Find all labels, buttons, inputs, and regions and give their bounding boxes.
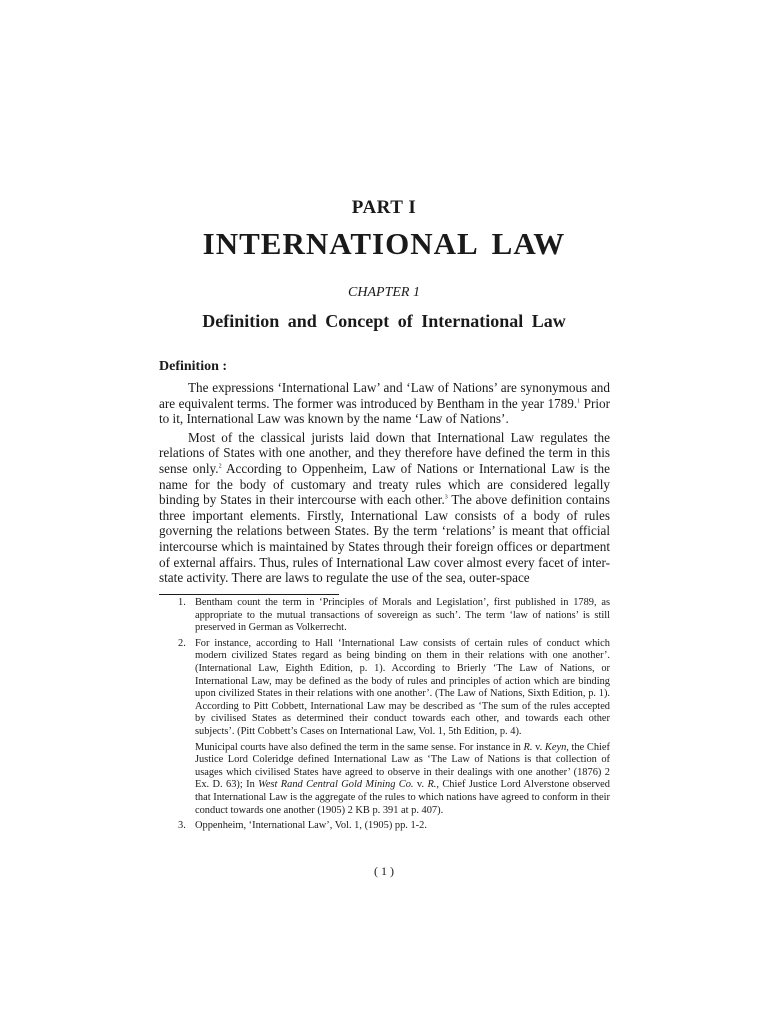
case-name: R. <box>427 779 437 791</box>
section-heading: Definition : <box>159 359 228 374</box>
chapter-title: Definition and Concept of International Law <box>202 311 566 331</box>
footnote-text: For instance, according to Hall ‘International Law consists of certain rules of conduct which modern civilized States regard as being binding on them in their relations with one another’. (International Law, Eighth Edition, p. 1). According to Brierly ‘The Law of Nations, or International Law, may be defined as the body of rules and principles of action which are binding upon civilized States in their relations with one another’. (The Law of Nations, Sixth Edition, p. 1). According to Pitt Cobbett, International Law may be described as ‘The sum of the rules accepted by civilised States as determined their conduct towards each other, and towards each other subjects’. (Pitt Cobbett’s Cases on International Law, Vol. 1, 5th Edition, p. 4). <box>195 637 610 737</box>
footnote-text: Oppenheim, ‘International Law’, Vol. 1, (1905) pp. 1-2. <box>195 820 427 832</box>
paragraph-text: According to Oppenheim, Law of Nations or International Law is the name for the body of customary and treaty rules which are considered legally binding by States in their intercourse with each other. <box>159 460 611 508</box>
paragraph <box>159 380 610 427</box>
footnote-number: 2. <box>178 637 186 649</box>
paragraph-text: The expressions ‘International Law’ and ‘Law of Nations’ are synonymous and are equivalent terms. The former was introduced by Bentham in the year 1789. <box>159 380 610 411</box>
paragraph-text: Prior to it, International Law was known by the name ‘Law of Nations’. <box>159 395 611 427</box>
footnote <box>178 597 610 635</box>
footnote <box>178 820 610 833</box>
footnote-number: 1. <box>178 597 186 608</box>
case-name: Keyn <box>544 741 567 753</box>
footnote-text: , Chief Justice Lord Alverstone observed that International Law is the aggregate of the rules to which nations have agreed to conform in their conduct towards one another (1905) 2 KB p. 391 at p. 407). <box>195 779 610 816</box>
footnote-ref: 2 <box>218 463 222 470</box>
body-text <box>159 380 610 589</box>
footnote-text: Bentham count the term in ‘Principles of Morals and Legislation’, first published in 1789, as appropriate to the mutual transactions of sovereign as such’. The term ‘law of nations’ is still preserved in German as Volkerrecht. <box>195 597 610 634</box>
chapter-label: CHAPTER 1 <box>348 285 420 300</box>
footnote-continuation <box>195 742 610 818</box>
footnote-text: Municipal courts have also defined the term in the same sense. For instance in <box>195 741 524 753</box>
paragraph-text: Most of the classical jurists laid down that International Law regulates the relations of States with one another, and they therefore have defined the term in this sense only. <box>159 429 610 476</box>
footnotes <box>178 597 610 836</box>
paragraph <box>159 430 610 586</box>
footnote-ref: 1 <box>577 398 581 405</box>
footnote-number: 3. <box>178 820 186 832</box>
case-name: West Rand Central Gold Mining Co. <box>258 779 414 791</box>
footnote-text: , the Chief Justice Lord Coleridge defined International Law as ‘The Law of Nations is that collection of usages which civilised States have agreed to observe in their dealings with one another’ (1876) 2 Ex. D. 63); In <box>195 741 610 791</box>
footnote-text: v. <box>532 741 545 753</box>
footnote-ref: 3 <box>444 494 448 501</box>
footnote <box>178 638 610 739</box>
footnote-divider <box>159 594 339 595</box>
footnote-text: v. <box>413 779 428 791</box>
case-name: R. <box>523 741 533 753</box>
part-label: PART I <box>351 197 417 218</box>
paragraph-text: The above definition contains three important elements. Firstly, International Law consists of a body of rules governing the relations between States. By the term ‘relations’ is meant that official intercourse which is maintained by States through their foreign offices or department of external affairs. Thus, rules of International Law cover almost every facet of inter-state activity. There are laws to regulate the use of the sea, outer-space <box>159 492 610 586</box>
main-title: INTERNATIONAL LAW <box>202 226 566 261</box>
page-number: ( 1 ) <box>374 864 394 878</box>
